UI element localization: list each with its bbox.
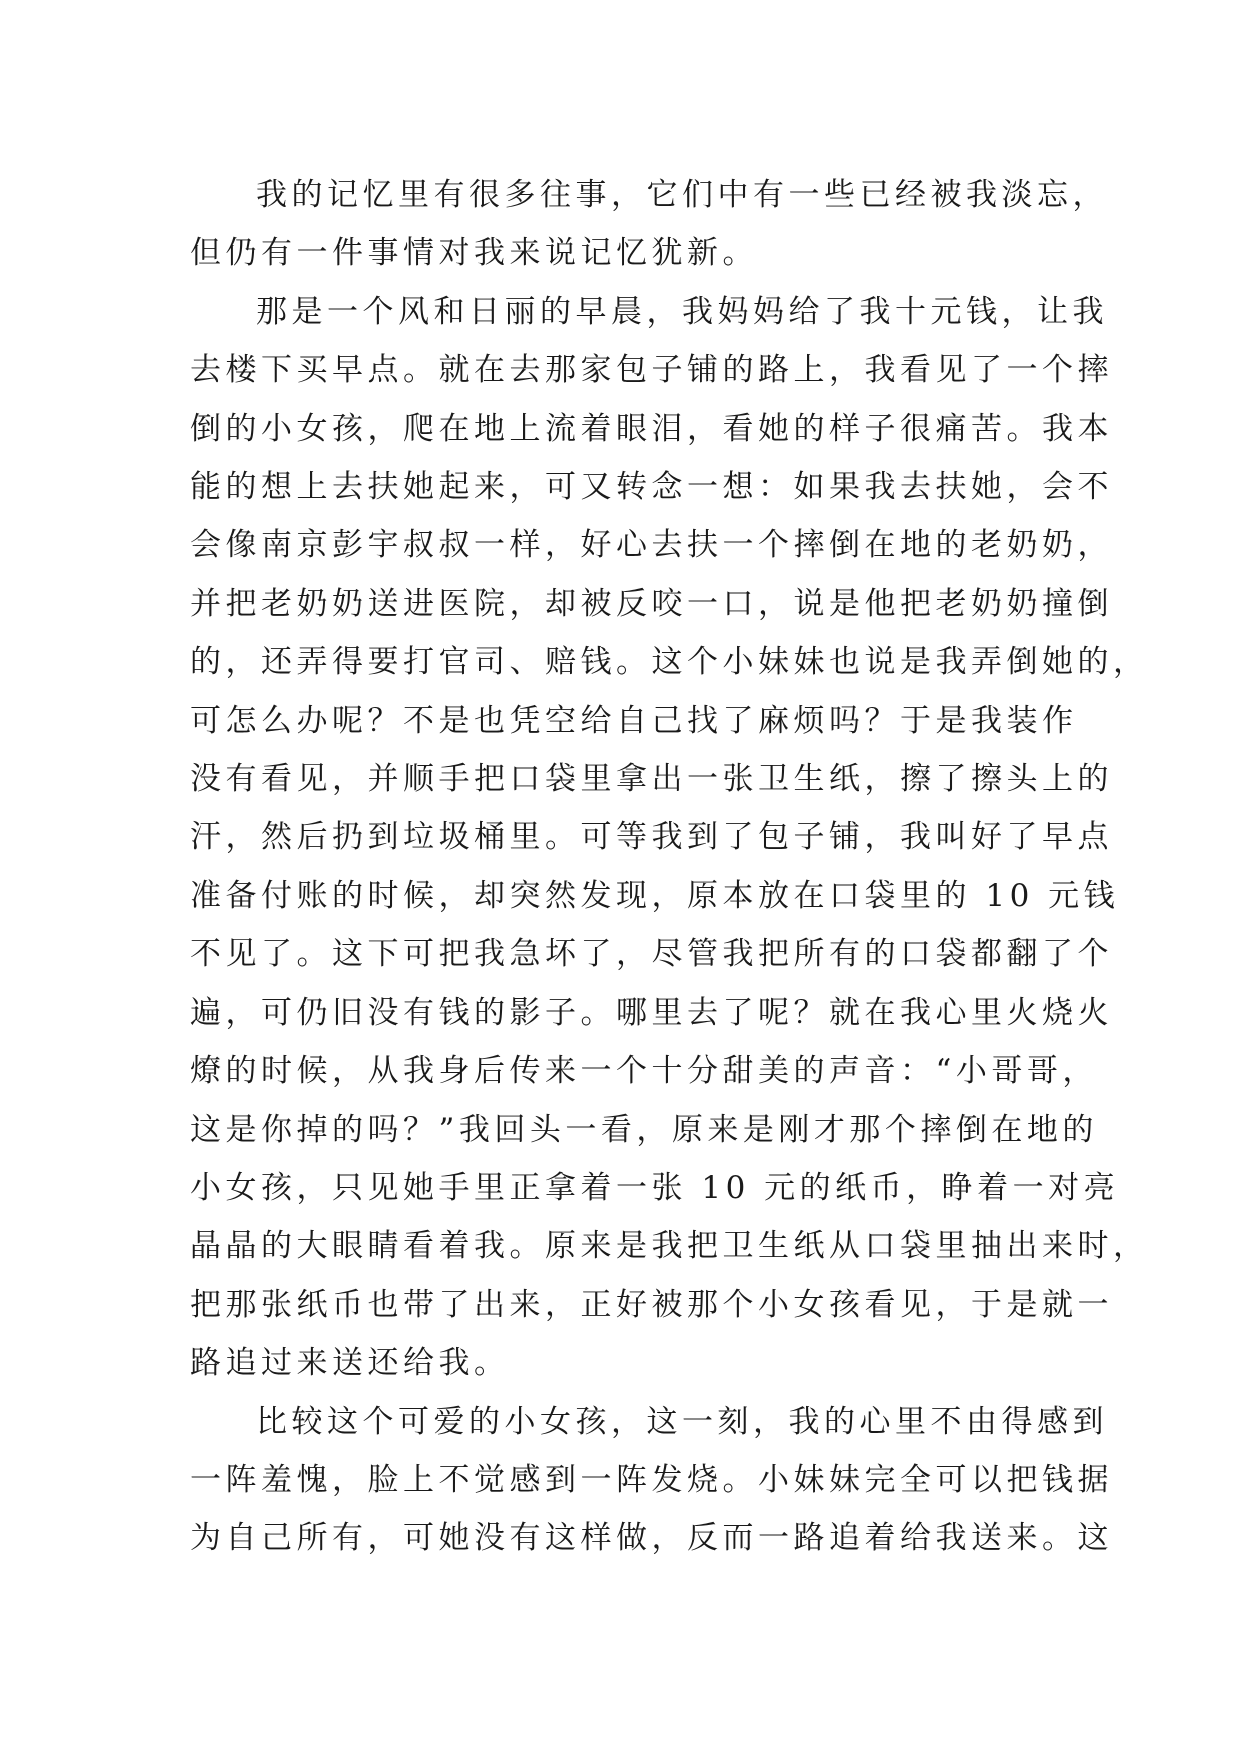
text-line: 并把老奶奶送进医院，却被反咬一口，说是他把老奶奶撞倒 [190, 585, 1113, 622]
text-line: 不见了。这下可把我急坏了，尽管我把所有的口袋都翻了个 [190, 936, 1113, 973]
document-body [190, 166, 1149, 1568]
text-line: 能的想上去扶她起来，可又转念一想：如果我去扶她，会不 [190, 469, 1113, 506]
text-line: 把那张纸币也带了出来，正好被那个小女孩看见，于是就一 [190, 1286, 1113, 1323]
text-line: 遍，可仍旧没有钱的影子。哪里去了呢？就在我心里火烧火 [190, 994, 1113, 1031]
text-line: 小女孩，只见她手里正拿着一张 10 元的纸币，睁着一对亮 [190, 1169, 1120, 1206]
text-line: 这是你掉的吗？”我回头一看，原来是刚才那个摔倒在地的 [190, 1111, 1098, 1148]
text-line: 会像南京彭宇叔叔一样，好心去扶一个摔倒在地的老奶奶， [190, 527, 1113, 564]
text-line: 倒的小女孩，爬在地上流着眼泪，看她的样子很痛苦。我本 [190, 410, 1113, 447]
text-line: 为自己所有，可她没有这样做，反而一路追着给我送来。这 [190, 1520, 1113, 1557]
paragraph-2 [190, 283, 1149, 1393]
text-line: 汗，然后扔到垃圾桶里。可等我到了包子铺，我叫好了早点 [190, 819, 1113, 856]
paragraph-1 [190, 166, 1108, 283]
text-line: 去楼下买早点。就在去那家包子铺的路上，我看见了一个摔 [190, 352, 1113, 389]
text-line: 晶晶的大眼睛看着我。原来是我把卫生纸从口袋里抽出来时， [190, 1228, 1149, 1265]
text-line: 那是一个风和日丽的早晨，我妈妈给了我十元钱，让我 [256, 293, 1108, 330]
text-line: 路追过来送还给我。 [190, 1345, 510, 1382]
text-line: 可怎么办呢？不是也凭空给自己找了麻烦吗？于是我装作 [190, 702, 1078, 739]
text-line: 的，还弄得要打官司、赔钱。这个小妹妹也说是我弄倒她的， [190, 644, 1149, 681]
text-line: 没有看见，并顺手把口袋里拿出一张卫生纸，擦了擦头上的 [190, 761, 1113, 798]
paragraph-3 [190, 1393, 1113, 1568]
text-line: 准备付账的时候，却突然发现，原本放在口袋里的 10 元钱 [190, 877, 1120, 914]
text-line: 一阵羞愧，脸上不觉感到一阵发烧。小妹妹完全可以把钱据 [190, 1461, 1113, 1498]
text-line: 比较这个可爱的小女孩，这一刻，我的心里不由得感到 [256, 1403, 1108, 1440]
text-line: 但仍有一件事情对我来说记忆犹新。 [190, 235, 758, 272]
text-line: 我的记忆里有很多往事，它们中有一些已经被我淡忘， [256, 177, 1108, 213]
text-line: 燎的时候，从我身后传来一个十分甜美的声音：“小哥哥， [190, 1053, 1098, 1090]
